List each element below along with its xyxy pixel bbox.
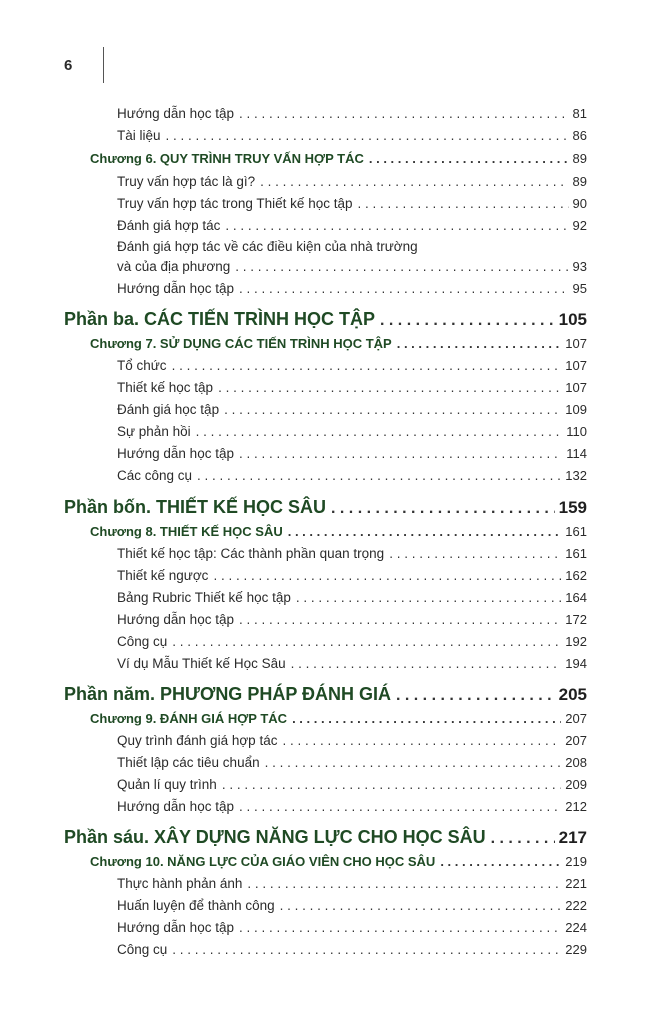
- toc-entry-page: 207: [565, 733, 587, 748]
- toc-entry[interactable]: [117, 546, 587, 561]
- toc-entry-page: 164: [565, 590, 587, 605]
- dot-leader: [239, 446, 562, 461]
- toc-chapter[interactable]: [90, 854, 587, 869]
- toc-entry-page: 224: [565, 920, 587, 935]
- dot-leader: [369, 151, 569, 166]
- toc-entry-page: 107: [565, 358, 587, 373]
- dot-leader: [222, 777, 561, 792]
- toc-entry-title: Đánh giá hợp tác: [117, 218, 221, 233]
- toc-entry-page: 161: [565, 546, 587, 561]
- toc-entry[interactable]: [117, 106, 587, 121]
- toc-entry-title: Thiết lập các tiêu chuẩn: [117, 755, 260, 770]
- part-title: Phần năm. PHƯƠNG PHÁP ĐÁNH GIÁ: [64, 684, 391, 704]
- toc-entry-page: 229: [565, 942, 587, 957]
- toc-entry[interactable]: [117, 656, 587, 671]
- chapter-page: 107: [565, 336, 587, 351]
- part-title: Phần ba. CÁC TIẾN TRÌNH HỌC TẬP: [64, 309, 376, 329]
- toc-entry-page: 109: [565, 402, 587, 417]
- dot-leader: [292, 711, 561, 726]
- toc-entry-page: 132: [565, 468, 587, 483]
- toc-entry-page: 81: [572, 106, 587, 121]
- toc-chapter[interactable]: [90, 524, 587, 539]
- dot-leader: [260, 174, 568, 189]
- toc-entry-title: Ví dụ Mẫu Thiết kế Học Sâu: [117, 656, 286, 671]
- toc-entry-page: 89: [572, 174, 587, 189]
- dot-leader: [291, 656, 562, 671]
- toc-entry-page: 172: [565, 612, 587, 627]
- dot-leader: [239, 920, 561, 935]
- toc-entry-title-line2: và của địa phương: [117, 259, 231, 274]
- toc-entry-title: Thiết kế học tập: Các thành phần quan trọng: [117, 546, 385, 561]
- toc-entry-page: 222: [565, 898, 587, 913]
- chapter-title: Chương 10. NĂNG LỰC CỦA GIÁO VIÊN CHO HỌC SÂU: [90, 854, 436, 869]
- toc-entry-title: Thực hành phản ánh: [117, 876, 243, 891]
- dot-leader: [239, 612, 561, 627]
- toc-entry[interactable]: [117, 634, 587, 649]
- dot-leader: [239, 799, 561, 814]
- toc-entry-title: Công cụ: [117, 634, 168, 649]
- dot-leader: [196, 424, 563, 439]
- part-title: Phần sáu. XÂY DỰNG NĂNG LỰC CHO HỌC SÂU: [64, 827, 486, 847]
- chapter-page: 219: [565, 854, 587, 869]
- dot-leader: [247, 876, 561, 891]
- toc-entry-page: 95: [572, 281, 587, 296]
- toc-entry[interactable]: [117, 218, 587, 233]
- toc-entry-title: Quy trình đánh giá hợp tác: [117, 733, 278, 748]
- toc-entry[interactable]: [117, 281, 587, 296]
- dot-leader: [280, 898, 562, 913]
- toc-entry-title: Quản lí quy trình: [117, 777, 217, 792]
- toc-entry[interactable]: [117, 196, 587, 211]
- dot-leader: [197, 468, 561, 483]
- toc-entry[interactable]: [117, 876, 587, 891]
- dot-leader: [265, 755, 562, 770]
- toc-part[interactable]: [64, 827, 587, 848]
- toc-entry[interactable]: [117, 424, 587, 439]
- toc-entry-page: 93: [572, 259, 587, 274]
- toc-entry[interactable]: [117, 174, 587, 189]
- toc-entry-title: Truy vấn hợp tác trong Thiết kế học tập: [117, 196, 353, 211]
- toc-entry-title: Hướng dẫn học tập: [117, 446, 234, 461]
- dot-leader: [396, 687, 555, 705]
- toc-entry-title: Hướng dẫn học tập: [117, 799, 234, 814]
- part-page: 217: [558, 828, 587, 847]
- toc-entry-title: Sự phản hồi: [117, 424, 191, 439]
- dot-leader: [235, 259, 568, 274]
- toc-entry[interactable]: [117, 777, 587, 792]
- toc-entry[interactable]: [117, 402, 587, 417]
- toc-entry-title: Thiết kế ngược: [117, 568, 209, 583]
- toc-entry[interactable]: [117, 799, 587, 814]
- toc-entry[interactable]: [117, 446, 587, 461]
- toc-entry-title: Huấn luyện để thành công: [117, 898, 275, 913]
- dot-leader: [225, 218, 568, 233]
- toc-entry[interactable]: [117, 468, 587, 483]
- toc-entry-title: Thiết kế học tập: [117, 380, 214, 395]
- toc-entry-title: Truy vấn hợp tác là gì?: [117, 174, 256, 189]
- part-page: 205: [558, 685, 587, 704]
- dot-leader: [397, 336, 562, 351]
- dot-leader: [172, 358, 562, 373]
- dot-leader: [357, 196, 568, 211]
- chapter-title: Chương 9. ĐÁNH GIÁ HỢP TÁC: [90, 711, 288, 726]
- toc-entry-page: 107: [565, 380, 587, 395]
- dot-leader: [218, 380, 561, 395]
- dot-leader: [172, 942, 561, 957]
- dot-leader: [440, 854, 561, 869]
- toc-chapter[interactable]: [90, 151, 587, 166]
- dot-leader: [296, 590, 561, 605]
- dot-leader: [282, 733, 561, 748]
- toc-chapter[interactable]: [90, 711, 587, 726]
- toc-entry-page: 114: [566, 446, 587, 461]
- dot-leader: [380, 312, 555, 330]
- toc-entry[interactable]: [117, 920, 587, 935]
- page-number: 6: [64, 57, 73, 74]
- chapter-title: Chương 6. QUY TRÌNH TRUY VẤN HỢP TÁC: [90, 151, 364, 166]
- chapter-title: Chương 7. SỬ DỤNG CÁC TIẾN TRÌNH HỌC TẬP: [90, 336, 392, 351]
- toc-entry-title: Đánh giá học tập: [117, 402, 220, 417]
- toc-entry-page: 212: [565, 799, 587, 814]
- dot-leader: [491, 830, 555, 848]
- toc-entry-page: 86: [572, 128, 587, 143]
- header-divider: [103, 47, 104, 83]
- dot-leader: [224, 402, 561, 417]
- toc-entry[interactable]: [117, 380, 587, 395]
- toc-entry[interactable]: [117, 568, 587, 583]
- toc-entry-page: 92: [572, 218, 587, 233]
- toc-entry-title: Công cụ: [117, 942, 168, 957]
- toc-entry[interactable]: [117, 898, 587, 913]
- toc-entry-title: Hướng dẫn học tập: [117, 612, 234, 627]
- toc-entry[interactable]: [117, 128, 587, 143]
- dot-leader: [166, 128, 569, 143]
- toc-entry[interactable]: [117, 733, 587, 748]
- dot-leader: [331, 500, 555, 518]
- toc-entry-title: Bảng Rubric Thiết kế học tập: [117, 590, 291, 605]
- toc-entry-title: Hướng dẫn học tập: [117, 920, 234, 935]
- part-page: 105: [558, 310, 587, 329]
- toc-entry-page: 90: [572, 196, 587, 211]
- chapter-page: 89: [572, 151, 587, 166]
- toc-entry[interactable]: [117, 358, 587, 373]
- toc-entry-title: Tài liệu: [117, 128, 161, 143]
- dot-leader: [239, 106, 569, 121]
- toc-entry-page: 192: [565, 634, 587, 649]
- chapter-page: 161: [565, 524, 587, 539]
- toc-entry-page: 208: [565, 755, 587, 770]
- toc-part[interactable]: [64, 497, 587, 518]
- toc-entry-title: Hướng dẫn học tập: [117, 281, 234, 296]
- toc-entry-page: 209: [565, 777, 587, 792]
- dot-leader: [288, 524, 562, 539]
- toc-entry[interactable]: [117, 612, 587, 627]
- toc-part[interactable]: [64, 309, 587, 330]
- dot-leader: [213, 568, 561, 583]
- toc-entry-title-line1[interactable]: Đánh giá hợp tác về các điều kiện của nhà trường: [117, 239, 418, 254]
- toc-entry-page: 162: [565, 568, 587, 583]
- toc-entry-page: 194: [565, 656, 587, 671]
- chapter-page: 207: [565, 711, 587, 726]
- toc-entry-page: 110: [566, 424, 587, 439]
- toc-entry-title: Các công cụ: [117, 468, 193, 483]
- toc-chapter[interactable]: [90, 336, 587, 351]
- toc-entry-title: Tổ chức: [117, 358, 167, 373]
- toc-entry[interactable]: [117, 259, 587, 274]
- toc-entry[interactable]: [117, 590, 587, 605]
- toc-entry-page: 221: [565, 876, 587, 891]
- toc-entry[interactable]: [117, 755, 587, 770]
- toc-part[interactable]: [64, 684, 587, 705]
- part-page: 159: [558, 498, 587, 517]
- dot-leader: [172, 634, 561, 649]
- toc-entry[interactable]: [117, 942, 587, 957]
- chapter-title: Chương 8. THIẾT KẾ HỌC SÂU: [90, 524, 283, 539]
- part-title: Phần bốn. THIẾT KẾ HỌC SÂU: [64, 497, 327, 517]
- dot-leader: [239, 281, 569, 296]
- dot-leader: [389, 546, 561, 561]
- toc-entry-title: Hướng dẫn học tập: [117, 106, 234, 121]
